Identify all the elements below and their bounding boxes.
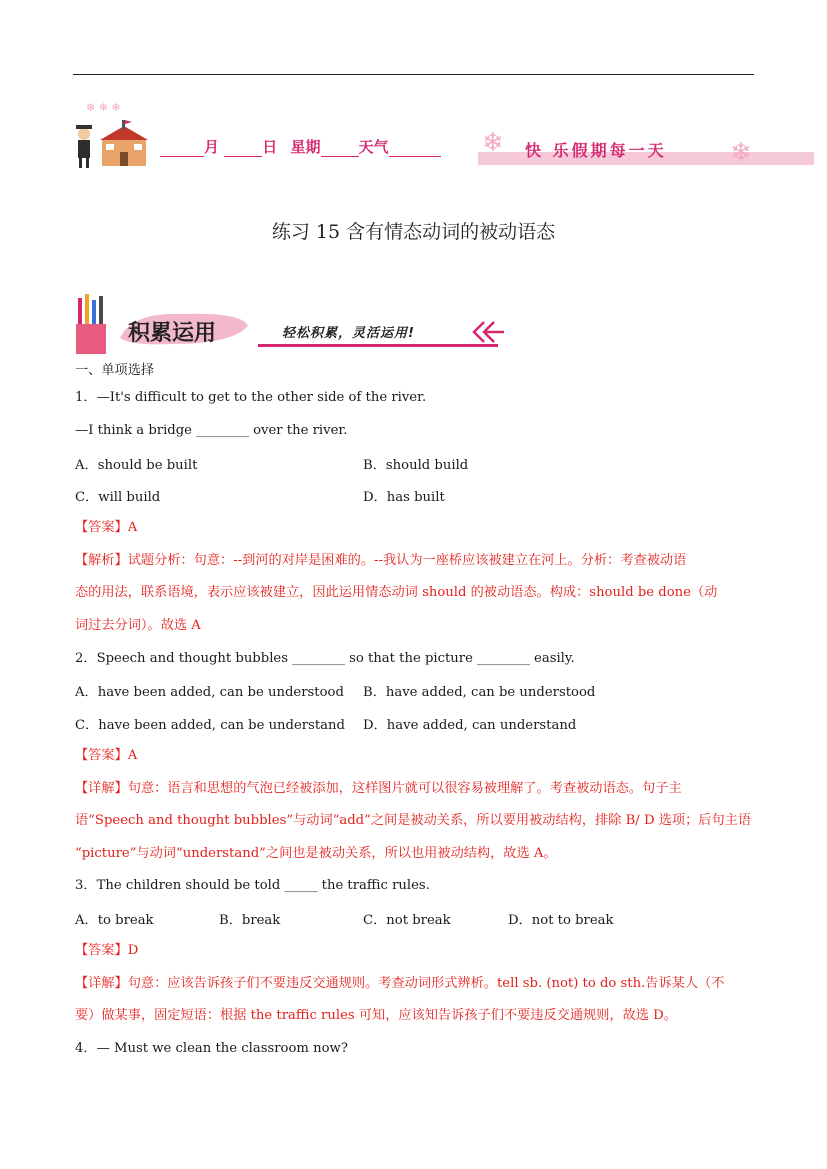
day-label: 日 <box>262 138 278 156</box>
pencil-cup-icon <box>74 294 108 354</box>
graduate-school-icon <box>72 118 152 170</box>
q2-option-a: A．have been added, can be understood <box>75 685 344 700</box>
month-blank <box>160 140 204 157</box>
question-3-stem: 3．The children should be told _____ the traffic rules. <box>75 878 430 893</box>
q2-option-b: B．have added, can be understood <box>363 685 596 700</box>
banner-underline <box>258 344 498 347</box>
section-heading: 一、单项选择 <box>75 363 155 378</box>
q2-option-d: D．have added, can understand <box>363 718 577 733</box>
q3-analysis-line: 要）做某事，固定短语：根据 the traffic rules 可知，应该知告诉孩子们不要违反交通规则，故选 D。 <box>75 1008 677 1023</box>
q1-analysis-line: 态的用法，联系语境，表示应该被建立，因此运用情态动词 should 的被动语态。构成：should be done（动 <box>75 585 718 600</box>
q3-analysis-line: 【详解】句意：应该告诉孩子们不要违反交通规则。考查动词形式辨析。tell sb. (not) to do sth.告诉某人（不 <box>75 976 725 991</box>
q3-answer: 【答案】D <box>75 943 139 958</box>
q3-option-c: C．not break <box>363 913 451 928</box>
day-blank <box>224 140 262 157</box>
top-rule <box>73 74 754 75</box>
month-label: 月 <box>204 138 220 156</box>
weekday-label: 星期 <box>290 138 321 156</box>
q2-analysis-line: “picture”与动词“understand”之间也是被动关系，所以也用被动结构，故选 A。 <box>75 846 557 861</box>
banner-subtitle: 轻松积累，灵活运用! <box>282 326 415 341</box>
question-1-stem-line2: —I think a bridge ________ over the river. <box>75 423 348 438</box>
q2-analysis-line: 语“Speech and thought bubbles”与动词“add”之间是被动关系，所以要用被动结构，排除 B/ D 选项；后句主语 <box>75 813 752 828</box>
q2-answer: 【答案】A <box>75 748 138 763</box>
q1-option-a: A．should be built <box>75 458 198 473</box>
snowflake-icon: ❄ ❄ ❄ <box>86 101 121 114</box>
weekday-blank <box>321 140 359 157</box>
double-chevron-left-icon <box>470 320 506 344</box>
q3-option-a: A．to break <box>75 913 154 928</box>
q1-analysis-line: 词过去分词）。故选 A <box>75 618 201 633</box>
snowflake-icon: ❄ <box>730 138 752 168</box>
q2-analysis-line: 【详解】句意：语言和思想的气泡已经被添加，这样图片就可以很容易被理解了。考查被动语态。句子主 <box>75 781 682 796</box>
q2-option-c: C．have been added, can be understand <box>75 718 345 733</box>
q1-analysis-line: 【解析】试题分析：句意：--到河的对岸是困难的。--我认为一座桥应该被建立在河上。分析：考查被动语 <box>75 553 687 568</box>
banner-title: 积累运用 <box>128 321 217 346</box>
question-1-stem: 1．—It's difficult to get to the other side of the river. <box>75 390 427 405</box>
weather-blank <box>389 140 441 157</box>
date-weather-line <box>160 136 441 158</box>
q1-option-b: B．should build <box>363 458 469 473</box>
weather-label: 天气 <box>358 138 389 156</box>
question-2-stem: 2．Speech and thought bubbles ________ so that the picture ________ easily. <box>75 651 575 666</box>
q3-option-b: B．break <box>219 913 281 928</box>
page-header <box>70 100 820 180</box>
q1-option-c: C．will build <box>75 490 161 505</box>
q1-answer: 【答案】A <box>75 520 138 535</box>
snowflake-icon: ❄ <box>482 128 504 158</box>
slogan: 快 乐假期每一天 <box>525 141 667 160</box>
question-4-stem: 4．— Must we clean the classroom now? <box>75 1041 348 1056</box>
q3-option-d: D．not to break <box>508 913 614 928</box>
page-title: 练习 15 含有情态动词的被动语态 <box>271 221 556 243</box>
section-banner <box>72 292 512 362</box>
q1-option-d: D．has built <box>363 490 445 505</box>
